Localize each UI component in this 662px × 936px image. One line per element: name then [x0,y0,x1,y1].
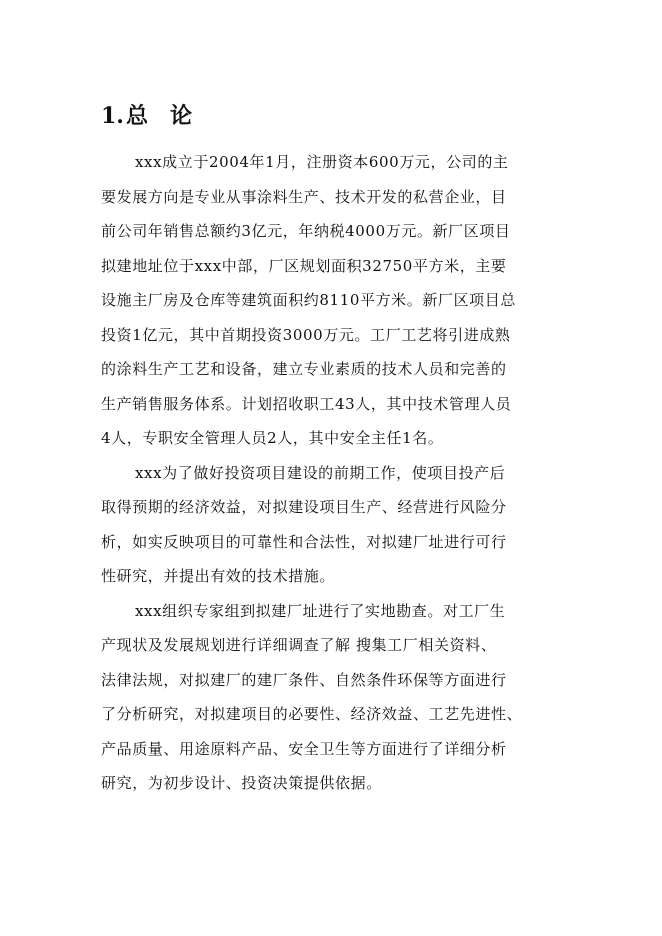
section-title-char-2: 论 [169,103,192,129]
paragraph-2-line-3: 析，如实反映项目的可靠性和合法性，对拟建厂址进行可行 [101,532,507,551]
paragraph-2-line-4: 性研究，并提出有效的技术措施。 [101,567,336,585]
paragraph-3-line-2: 产现状及发展规划进行详细调查了解 搜集工厂相关资料、 [101,636,497,654]
section-title-char-1: 总 [125,103,148,129]
section-number: 1. [101,103,124,129]
paragraph-1-line-5: 设施主厂房及仓库等建筑面积约8110平方米。新厂区项目总 [101,291,516,309]
paragraph-1-line-3: 前公司年销售总额约3亿元，年纳税4000万元。新厂区项目 [101,222,511,240]
paragraph-3-line-1: xxx组织专家组到拟建厂址进行了实地勘查。对工厂生 [135,601,506,620]
paragraph-3-line-5: 产品质量、用途原料产品、安全卫生等方面进行了详细分析 [101,739,507,758]
paragraph-1-line-4: 拟建地址位于xxx中部，厂区规划面积32750平方米，主要 [101,256,507,275]
paragraph-3-line-4: 了分析研究，对拟建项目的必要性、经济效益、工艺先进性、 [101,705,523,723]
paragraph-1-line-7: 的涂料生产工艺和设备，建立专业素质的技术人员和完善的 [101,360,507,378]
paragraph-1-line-8: 生产销售服务体系。计划招收职工43人，其中技术管理人员 [101,394,512,413]
paragraph-2-line-1: xxx为了做好投资项目建设的前期工作，使项目投产后 [135,463,506,482]
paragraph-1-line-1: xxx成立于2004年1月，注册资本600万元，公司的主 [135,153,509,171]
paragraph-3-line-3: 法律法规，对拟建厂的建厂条件、自然条件环保等方面进行 [101,670,507,689]
paragraph-1-line-2: 要发展方向是专业从事涂料生产、技术开发的私营企业，目 [101,187,507,206]
body-text [101,145,561,801]
paragraph-1-line-9: 4人，专职安全管理人员2人，其中安全主任1名。 [101,429,444,447]
paragraph-1-line-6: 投资1亿元，其中首期投资3000万元。工厂工艺将引进成熟 [101,325,511,344]
paragraph-3-line-6: 研究，为初步设计、投资决策提供依据。 [101,774,382,792]
paragraph-2-line-2: 取得预期的经济效益，对拟建设项目生产、经营进行风险分 [101,498,507,516]
section-heading [101,100,192,132]
